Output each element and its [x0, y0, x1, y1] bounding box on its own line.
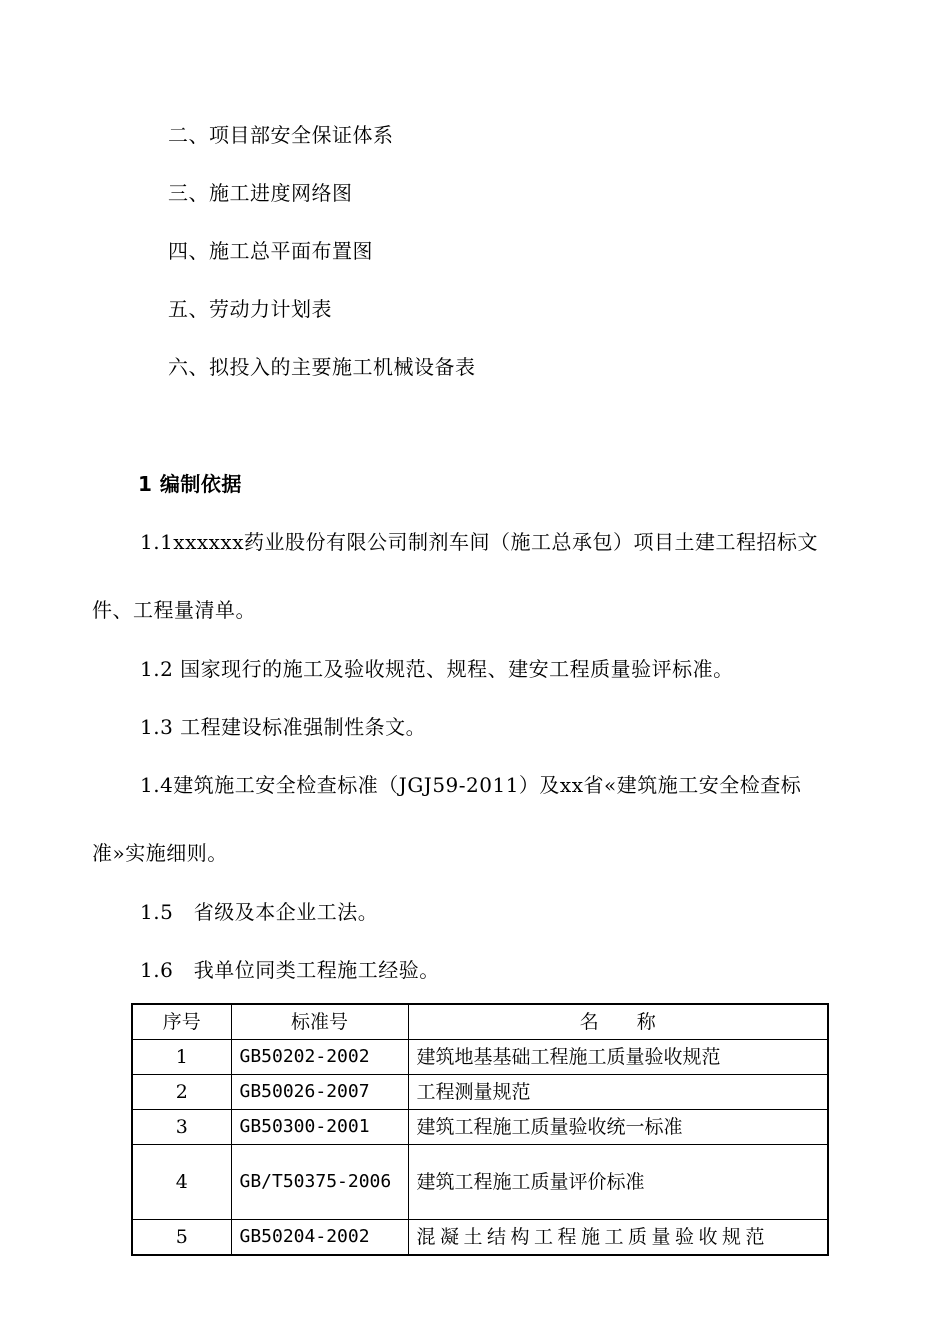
- table-row: [132, 1110, 828, 1145]
- table-row: [132, 1220, 828, 1256]
- toc-item-6: 六、拟投入的主要施工机械设备表: [168, 355, 476, 379]
- row-name: 建筑工程施工质量评价标准: [408, 1145, 828, 1220]
- toc-item-4: 四、施工总平面布置图: [168, 239, 373, 263]
- table-row: [132, 1145, 828, 1220]
- row-name: 建筑地基基础工程施工质量验收规范: [408, 1040, 828, 1075]
- toc-item-5: 五、劳动力计划表: [168, 297, 332, 321]
- basis-item-3: 1.3 工程建设标准强制性条文。: [140, 715, 427, 739]
- row-name: 工程测量规范: [408, 1075, 828, 1110]
- basis-item-2: 1.2 国家现行的施工及验收规范、规程、建安工程质量验评标准。: [140, 657, 734, 681]
- row-code: GB50202-2002: [231, 1040, 408, 1075]
- row-code: GB50300-2001: [231, 1110, 408, 1145]
- table-header-row: [132, 1004, 828, 1040]
- toc-item-3: 三、施工进度网络图: [168, 181, 353, 205]
- header-name: 名 称: [408, 1004, 828, 1040]
- standards-table: [131, 1003, 829, 1256]
- row-no: 4: [132, 1145, 231, 1220]
- basis-item-4-line2: 准»实施细则。: [92, 841, 228, 865]
- basis-item-1-line1: 1.1xxxxxx药业股份有限公司制剂车间（施工总承包）项目土建工程招标文: [140, 530, 818, 554]
- row-name: 混凝土结构工程施工质量验收规范: [408, 1220, 828, 1256]
- row-code: GB/T50375-2006: [231, 1145, 408, 1220]
- row-code: GB50204-2002: [231, 1220, 408, 1256]
- header-code: 标准号: [231, 1004, 408, 1040]
- header-no: 序号: [132, 1004, 231, 1040]
- basis-item-1-line2: 件、工程量清单。: [92, 598, 256, 622]
- table-row: [132, 1040, 828, 1075]
- row-no: 1: [132, 1040, 231, 1075]
- row-code: GB50026-2007: [231, 1075, 408, 1110]
- row-no: 2: [132, 1075, 231, 1110]
- section-heading: 1 编制依据: [138, 472, 242, 496]
- row-no: 3: [132, 1110, 231, 1145]
- row-name: 建筑工程施工质量验收统一标准: [408, 1110, 828, 1145]
- basis-item-5: 1.5 省级及本企业工法。: [140, 900, 379, 924]
- table-row: [132, 1075, 828, 1110]
- row-no: 5: [132, 1220, 231, 1256]
- toc-item-2: 二、项目部安全保证体系: [168, 123, 394, 147]
- basis-item-6: 1.6 我单位同类工程施工经验。: [140, 958, 440, 982]
- basis-item-4-line1: 1.4建筑施工安全检查标准（JGJ59-2011）及xx省«建筑施工安全检查标: [140, 773, 802, 797]
